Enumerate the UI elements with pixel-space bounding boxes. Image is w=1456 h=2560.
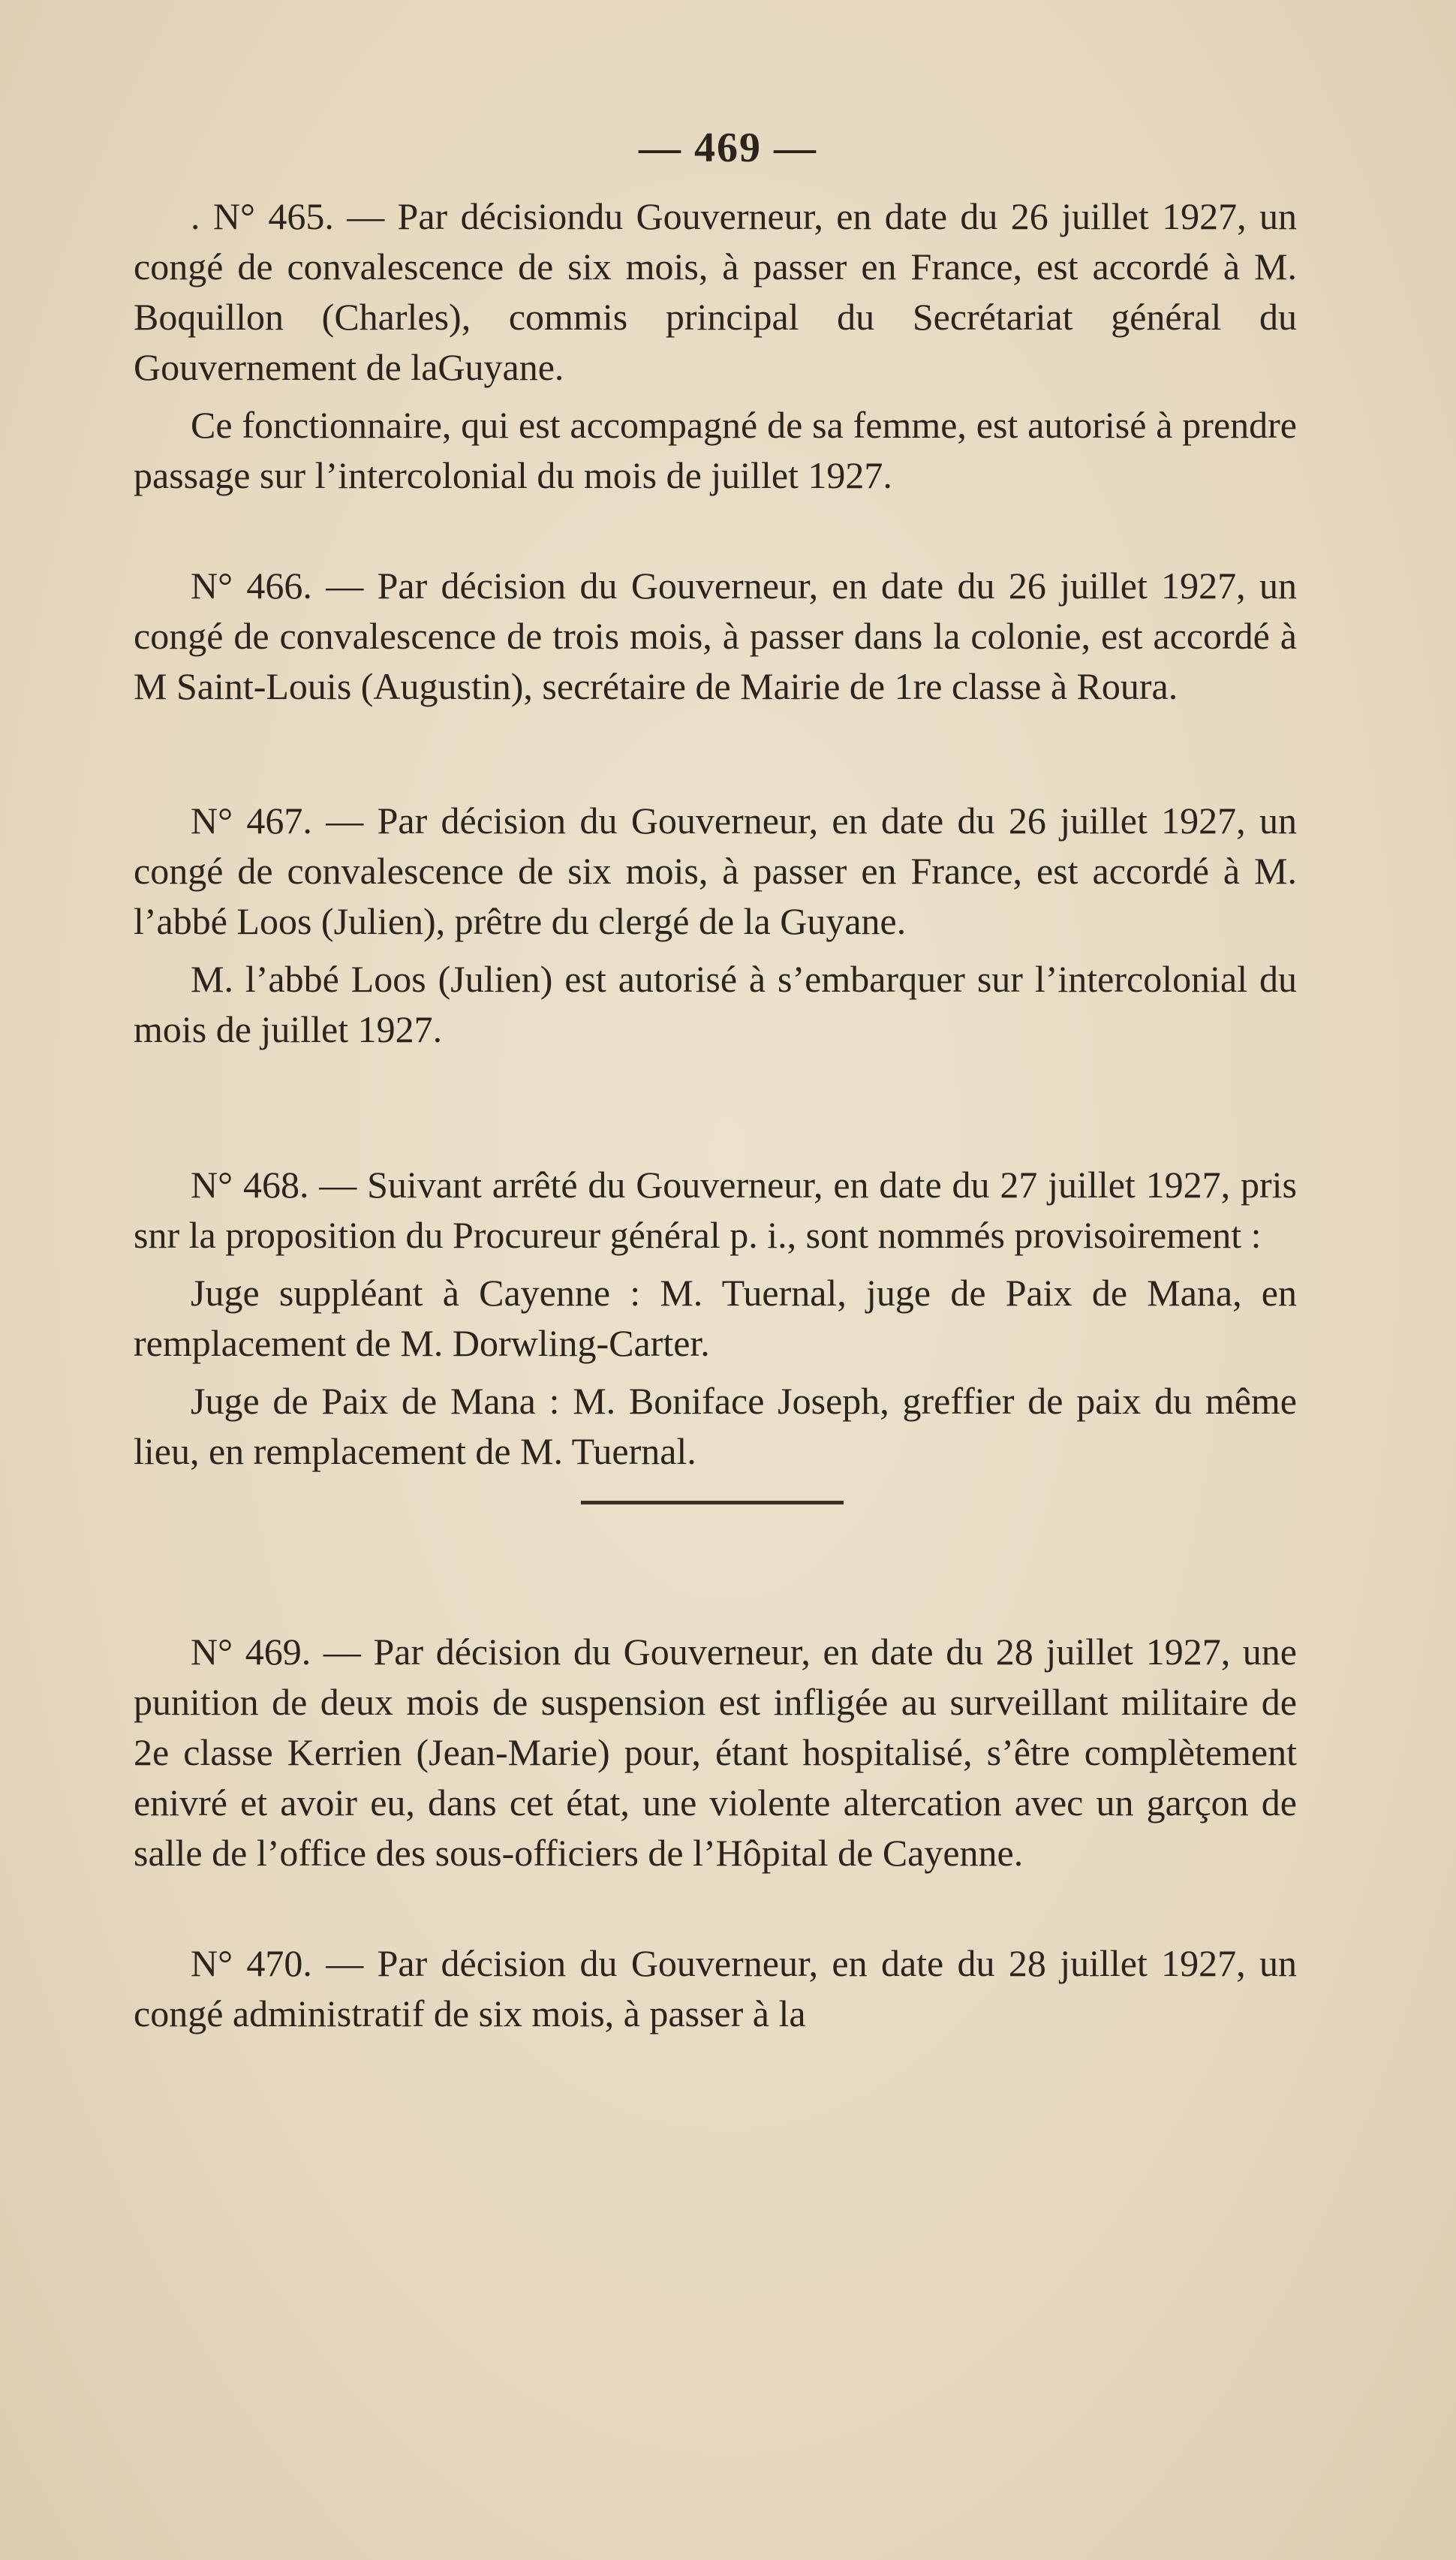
entry-470-paragraph-1: N° 470. — Par décision du Gouverneur, en date du 28 juillet 1927, un congé administratif de six mois, à passer à la <box>134 1942 1297 2034</box>
section-divider-rule <box>581 1501 844 1504</box>
entry-465 <box>134 191 1297 501</box>
entry-467-paragraph-2: M. l’abbé Loos (Julien) est autorisé à s’embarquer sur l’intercolonial du mois de juillet 1927. <box>134 958 1297 1050</box>
entry-468-paragraph-2: Juge suppléant à Cayenne : M. Tuernal, juge de Paix de Mana, en remplacement de M. Dorwling-Carter. <box>134 1272 1297 1364</box>
entry-468 <box>134 1160 1297 1477</box>
entry-469-paragraph-1: N° 469. — Par décision du Gouverneur, en date du 28 juillet 1927, une punition de deux mois de suspension est infligée au surveillant militaire de 2e classe Kerrien (Jean-Marie) pour, étant hospitalisé, s’être complètement enivré et avoir eu, dans cet état, une violente altercation avec un garçon de salle de l’office des sous-officiers de l’Hôpital de Cayenne. <box>134 1631 1297 1874</box>
entry-470 <box>134 1938 1297 2039</box>
entry-467-paragraph-1: N° 467. — Par décision du Gouverneur, en date du 26 juillet 1927, un congé de convalescence de six mois, à passer en France, est accordé à M. l’abbé Loos (Julien), prêtre du clergé de la Guyane. <box>134 800 1297 942</box>
entry-468-paragraph-3: Juge de Paix de Mana : M. Boniface Joseph, greffier de paix du même lieu, en remplacement de M. Tuernal. <box>134 1380 1297 1472</box>
entry-468-paragraph-1: N° 468. — Suivant arrêté du Gouverneur, en date du 27 juillet 1927, pris snr la proposition du Procureur général p. i., sont nommés provisoirement : <box>134 1164 1297 1256</box>
entry-466-paragraph-1: N° 466. — Par décision du Gouverneur, en date du 26 juillet 1927, un congé de convalescence de trois mois, à passer dans la colonie, est accordé à M Saint-Louis (Augustin), secrétaire de Mairie de 1re classe à Roura. <box>134 565 1297 707</box>
text-column <box>134 191 1297 2039</box>
entry-469 <box>134 1627 1297 1878</box>
entry-467 <box>134 796 1297 1055</box>
entry-465-paragraph-1: . N° 465. — Par décisiondu Gouverneur, en date du 26 juillet 1927, un congé de convalescence de six mois, à passer en France, est accordé à M. Boquillon (Charles), commis principal du Secrétariat général du Gouvernement de laGuyane. <box>134 195 1297 388</box>
entry-465-paragraph-2: Ce fonctionnaire, qui est accompagné de sa femme, est autorisé à prendre passage sur l’intercolonial du mois de juillet 1927. <box>134 404 1297 496</box>
entry-466 <box>134 561 1297 712</box>
page-number: — 469 — <box>639 125 817 171</box>
